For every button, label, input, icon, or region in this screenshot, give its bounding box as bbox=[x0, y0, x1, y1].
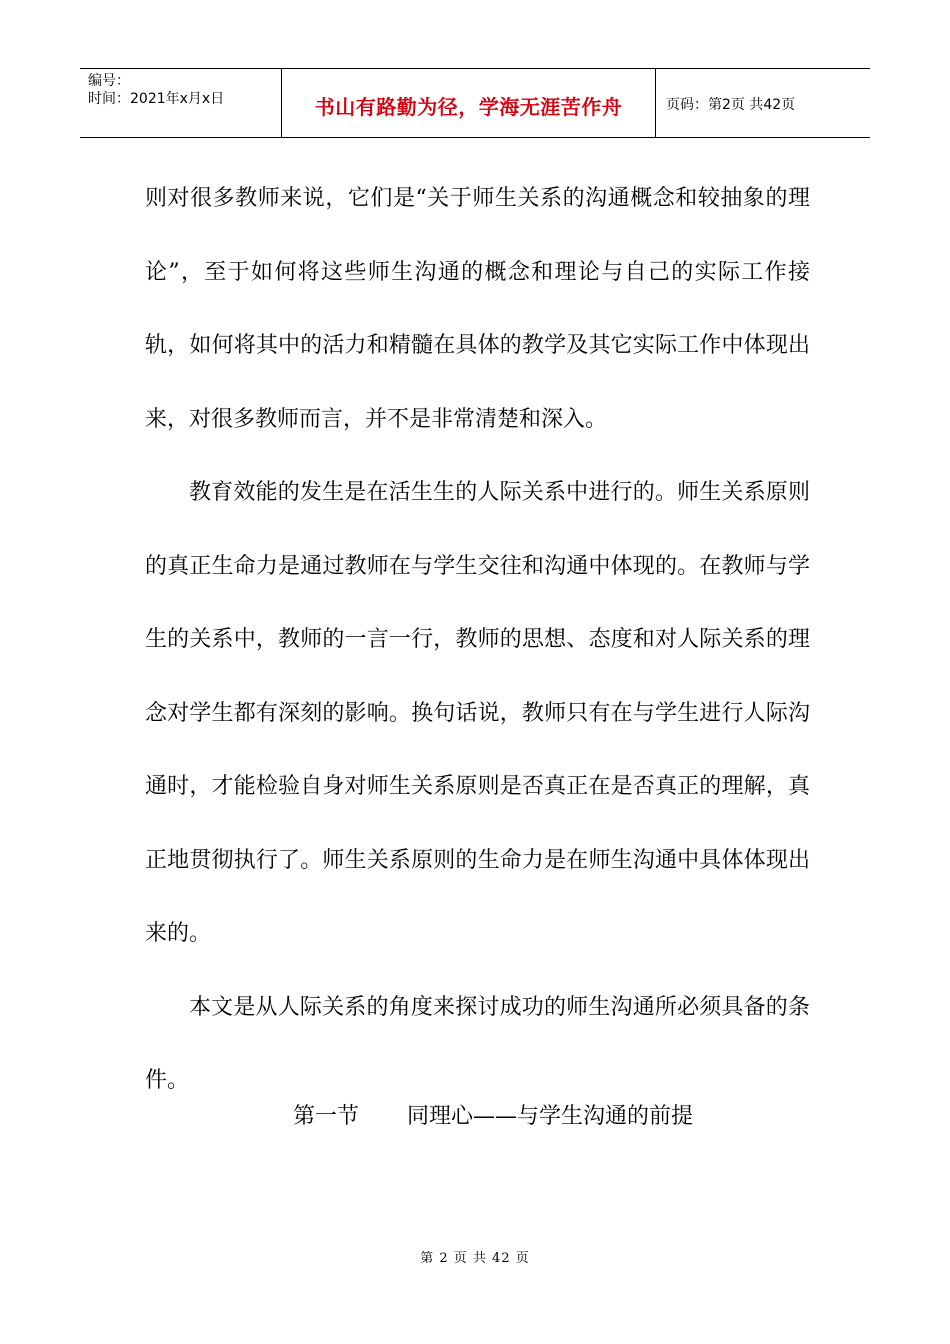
paragraph: 本文是从人际关系的角度来探讨成功的师生沟通所必须具备的条件。 bbox=[145, 994, 810, 1093]
header-motto-cell bbox=[282, 69, 656, 137]
section-number: 第一节 bbox=[292, 1104, 359, 1129]
paragraph-continued: 则对很多教师来说，它们是“关于师生关系的沟通概念和较抽象的理论”，至于如何将这些师生沟通的概念和理论与自己的实际工作接轨，如何将其中的活力和精髓在具体的教学及其它实际工作中体现出来，对很多教师而言，并不是非常清楚和深入。 bbox=[145, 186, 810, 432]
header-page-cell bbox=[656, 69, 870, 137]
number-label: 编号： bbox=[88, 73, 130, 89]
document-body bbox=[145, 162, 810, 1118]
motto-text: 书山有路勤为径，学海无涯苦作舟 bbox=[314, 94, 623, 119]
header-meta-cell bbox=[80, 69, 282, 137]
paragraph: 教育效能的发生是在活生生的人际关系中进行的。师生关系原则的真正生命力是通过教师在与学生交往和沟通中体现的。在教师与学生的关系中，教师的一言一行，教师的思想、态度和对人际关系的理念对学生都有深刻的影响。换句话说，教师只有在与学生进行人际沟通时，才能检验自身对师生关系原则是否真正在是否真正的理解，真正地贯彻执行了。师生关系原则的生命力是在师生沟通中具体体现出来的。 bbox=[145, 480, 810, 946]
section-heading bbox=[0, 1100, 950, 1134]
date-label: 时间：2021年x月x日 bbox=[88, 91, 225, 107]
page-header bbox=[80, 68, 870, 138]
section-title-text: 同理心——与学生沟通的前提 bbox=[407, 1104, 694, 1129]
page-footer: 第 2 页 共 42 页 bbox=[420, 1251, 530, 1266]
page-info: 页码：第2页 共42页 bbox=[666, 97, 796, 113]
